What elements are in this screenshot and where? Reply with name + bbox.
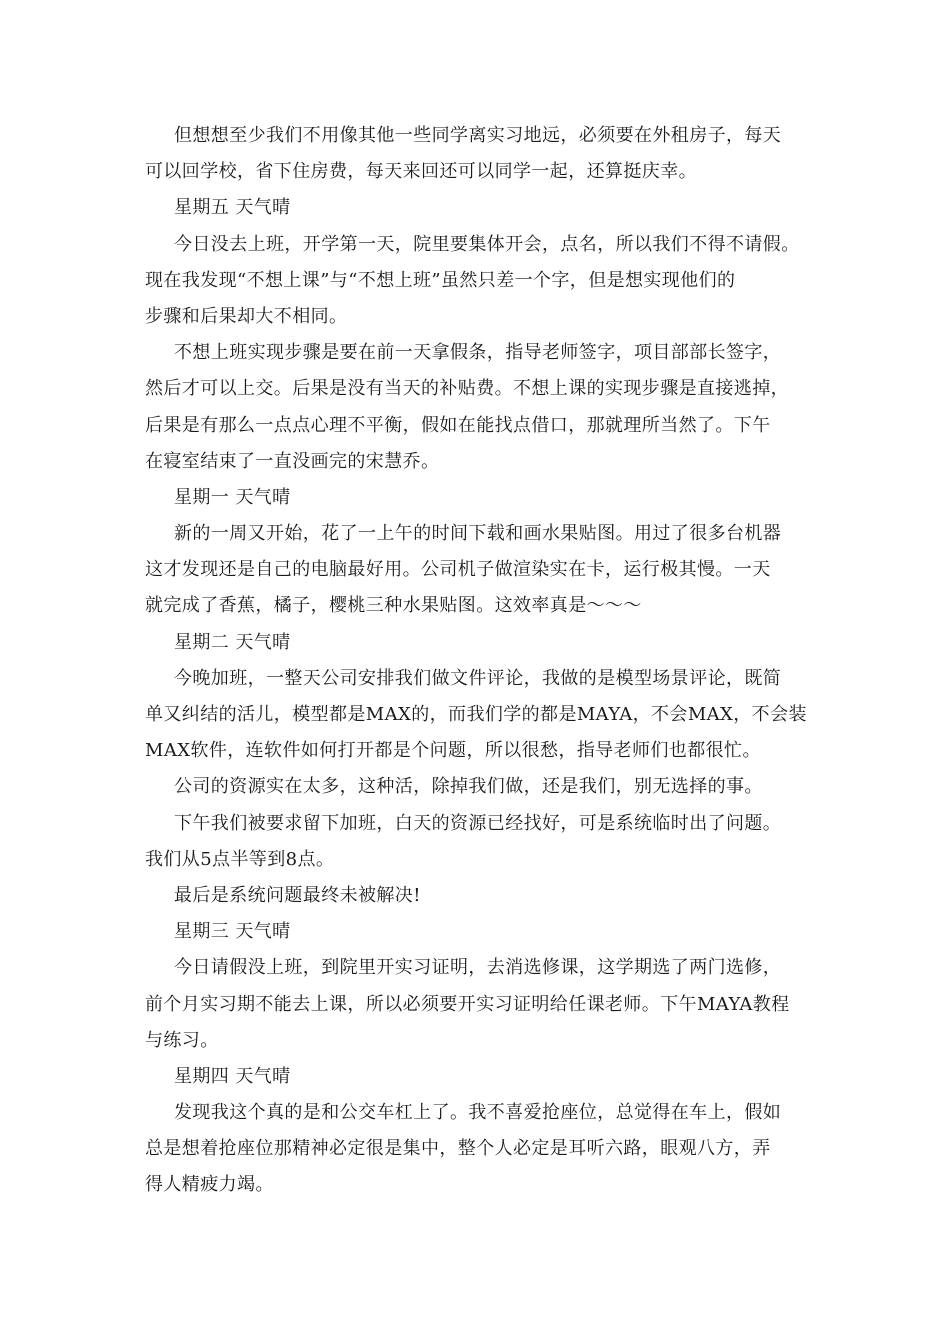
text-line: 后果是有那么一点点心理不平衡，假如在能找点借口，那就理所当然了。下午 bbox=[145, 414, 771, 436]
text-line: 总是想着抢座位那精神必定很是集中，整个人必定是耳听六路，眼观八方，弄 bbox=[145, 1138, 771, 1160]
text-line: 星期三 天气晴 bbox=[174, 921, 291, 943]
text-line: 这才发现还是自己的电脑最好用。公司机子做渲染实在卡，运行极其慢。一天 bbox=[145, 559, 771, 581]
text-line: 下午我们被要求留下加班，白天的资源已经找好，可是系统临时出了问题。 bbox=[174, 812, 782, 834]
text-line: 得人精疲力竭。 bbox=[145, 1174, 274, 1196]
text-line: MAX软件，连软件如何打开都是个问题，所以很愁，指导老师们也都很忙。 bbox=[145, 740, 761, 762]
text-line: 星期五 天气晴 bbox=[174, 197, 291, 219]
text-line: 星期四 天气晴 bbox=[174, 1065, 291, 1087]
text-line: 新的一周又开始，花了一上午的时间下载和画水果贴图。用过了很多台机器 bbox=[174, 523, 782, 545]
text-line: 但想想至少我们不用像其他一些同学离实习地远，必须要在外租房子，每天 bbox=[174, 125, 782, 146]
text-line: 可以回学校，省下住房费，每天来回还可以同学一起，还算挺庆幸。 bbox=[145, 161, 697, 183]
text-line: 我们从5点半等到8点。 bbox=[145, 848, 335, 870]
text-line: 现在我发现“不想上课”与“不想上班”虽然只差一个字，但是想实现他们的 bbox=[145, 269, 736, 291]
text-line: 就完成了香蕉，橘子，樱桃三种水果贴图。这效率真是～～～ bbox=[145, 595, 642, 617]
text-line: 在寝室结束了一直没画完的宋慧乔。 bbox=[145, 450, 440, 472]
text-line: 步骤和后果却大不相同。 bbox=[145, 305, 348, 327]
text-line: 今晚加班，一整天公司安排我们做文件评论，我做的是模型场景评论，既简 bbox=[174, 667, 782, 689]
text-line: 不想上班实现步骤是要在前一天拿假条，指导老师签字，项目部部长签字， bbox=[174, 342, 782, 364]
text-line: 最后是系统问题最终未被解决! bbox=[174, 884, 421, 906]
text-line: 单又纠结的活儿，模型都是MAX的，而我们学的都是MAYA，不会MAX，不会装 bbox=[145, 704, 807, 725]
text-line: 与练习。 bbox=[145, 1029, 219, 1051]
text-line: 今日请假没上班，到院里开实习证明，去消选修课，这学期选了两门选修， bbox=[174, 957, 782, 979]
text-line: 今日没去上班，开学第一天，院里要集体开会，点名，所以我们不得不请假。 bbox=[174, 233, 800, 255]
text-line: 公司的资源实在太多，这种活，除掉我们做，还是我们，别无选择的事。 bbox=[174, 776, 763, 798]
text-line: 发现我这个真的是和公交车杠上了。我不喜爱抢座位，总觉得在车上，假如 bbox=[174, 1102, 782, 1124]
text-line: 星期一 天气晴 bbox=[174, 486, 291, 508]
text-line: 然后才可以上交。后果是没有当天的补贴费。不想上课的实现步骤是直接逃掉， bbox=[145, 378, 789, 400]
document-body bbox=[145, 118, 810, 1204]
text-line: 前个月实习期不能去上课，所以必须要开实习证明给任课老师。下午MAYA教程 bbox=[145, 993, 790, 1015]
text-line: 星期二 天气晴 bbox=[174, 631, 291, 653]
